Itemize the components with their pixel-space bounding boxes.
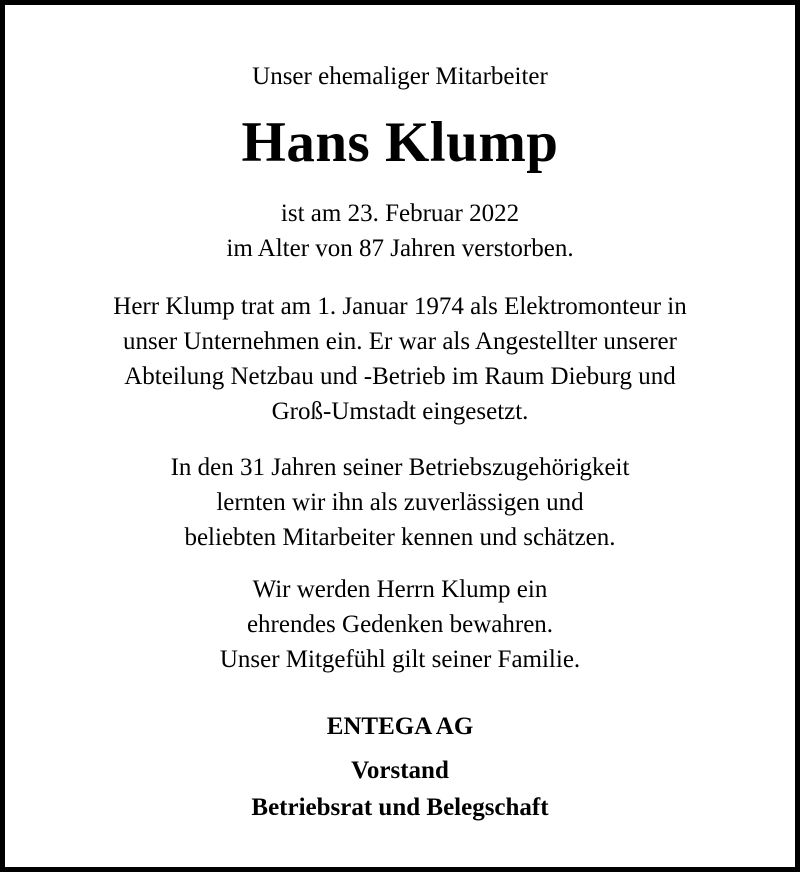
appreciation-paragraph-line: In den 31 Jahren seiner Betriebszugehörigkeit <box>170 454 630 481</box>
career-paragraph-line: unser Unternehmen ein. Er war als Angestellter unserer <box>123 328 677 355</box>
appreciation-paragraph-line: beliebten Mitarbeiter kennen und schätzen. <box>184 524 616 551</box>
appreciation-paragraph-line: lernten wir ihn als zuverlässigen und <box>216 489 584 516</box>
remembrance-paragraph-line: Unser Mitgefühl gilt seiner Familie. <box>219 646 581 673</box>
deceased-name: Hans Klump <box>241 111 559 174</box>
remembrance-paragraph-line: ehrendes Gedenken bewahren. <box>246 611 554 638</box>
signature-board: Vorstand <box>351 757 449 784</box>
death-date-line: ist am 23. Februar 2022 <box>280 200 520 227</box>
death-age-line: im Alter von 87 Jahren verstorben. <box>226 235 574 262</box>
remembrance-paragraph-line: Wir werden Herrn Klump ein <box>252 576 548 603</box>
intro-line: Unser ehemaliger Mitarbeiter <box>252 63 548 90</box>
signature-staff: Betriebsrat und Belegschaft <box>251 794 549 821</box>
career-paragraph-line: Abteilung Netzbau und -Betrieb im Raum Dieburg und <box>124 363 676 390</box>
career-paragraph-line: Groß-Umstadt eingesetzt. <box>271 398 529 425</box>
signature-company: ENTEGA AG <box>326 713 474 740</box>
career-paragraph-line: Herr Klump trat am 1. Januar 1974 als Elektromonteur in <box>113 293 687 320</box>
